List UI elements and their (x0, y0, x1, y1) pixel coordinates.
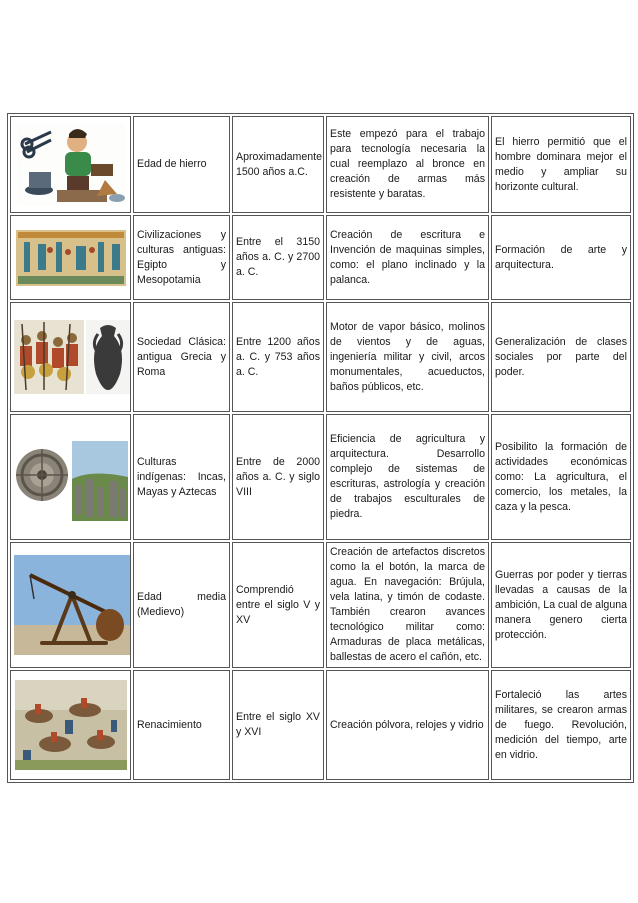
image-cell (10, 116, 131, 213)
table-row (10, 302, 631, 412)
technology-cell: Creación de artefactos discretos como la el botón, la marca de agua. En navegación: Brújula, vela latina, y timón de codaste. También crearon avances tecnológico militar como: Armaduras de placa metálicas, ballestas de acero el cañón, etc. (326, 542, 489, 668)
technology-cell: Este empezó para el trabajo para tecnología necesaria la cual reemplazo al bronce en creación de armas más resistente y baratas. (326, 116, 489, 213)
table-row (10, 414, 631, 540)
technology-cell: Creación pólvora, relojes y vidrio (326, 670, 489, 780)
table-row (10, 542, 631, 668)
period-cell: Edad de hierro (133, 116, 230, 213)
period-cell: Edad media (Medievo) (133, 542, 230, 668)
table-row (10, 116, 631, 213)
period-cell: Sociedad Clásica: antigua Grecia y Roma (133, 302, 230, 412)
period-cell: Civilizaciones y culturas antiguas: Egipto y Mesopotamia (133, 215, 230, 300)
impact-cell: Generalización de clases sociales por parte del poder. (491, 302, 631, 412)
table-row (10, 670, 631, 780)
date-cell: Aproximadamente 1500 años a.C. (232, 116, 324, 213)
date-cell: Entre de 2000 años a. C. y siglo VIII (232, 414, 324, 540)
impact-cell: Guerras por poder y tierras llevadas a causas de la ambición, La cual de alguna manera genero cierta protección. (491, 542, 631, 668)
technology-cell: Motor de vapor básico, molinos de vientos y de aguas, ingeniería militar y civil, arcos monumentales, acueductos, baños públicos, etc. (326, 302, 489, 412)
image-cell (10, 670, 131, 780)
impact-cell: Posibilito la formación de actividades económicas como: La agricultura, el comercio, los metales, la caza y la pesca. (491, 414, 631, 540)
period-cell: Culturas indígenas: Incas, Mayas y Aztecas (133, 414, 230, 540)
medieval-trebuchet (14, 555, 130, 655)
date-cell: Comprendió entre el siglo V y XV (232, 542, 324, 668)
period-cell: Renacimiento (133, 670, 230, 780)
history-table (7, 113, 634, 783)
technology-cell: Creación de escritura e Invención de maquinas simples, como: el plano inclinado y la palanca. (326, 215, 489, 300)
table-row (10, 215, 631, 300)
image-cell (10, 302, 131, 412)
egyptian-papyrus-illustration (16, 230, 126, 286)
image-cell (10, 542, 131, 668)
date-cell: Entre el 3150 años a. C. y 2700 a. C. (232, 215, 324, 300)
blacksmith-illustration (17, 124, 125, 206)
renaissance-battle-painting (15, 680, 127, 770)
impact-cell: El hierro permitió que el hombre dominara mejor el medio y ampliar su horizonte cultural. (491, 116, 631, 213)
aztec-calendar-and-ruins (14, 429, 130, 525)
technology-cell: Eficiencia de agricultura y arquitectura. Desarrollo complejo de sistemas de escrituras, astrología y creación de trabajos esculturales de piedra. (326, 414, 489, 540)
image-cell (10, 414, 131, 540)
impact-cell: Formación de arte y arquitectura. (491, 215, 631, 300)
greek-soldiers-and-amphora (14, 320, 130, 394)
image-cell (10, 215, 131, 300)
impact-cell: Fortaleció las artes militares, se crearon armas de fuego. Revolución, medición del tiempo, arte en vidrio. (491, 670, 631, 780)
date-cell: Entre el siglo XV y XVI (232, 670, 324, 780)
date-cell: Entre 1200 años a. C. y 753 años a. C. (232, 302, 324, 412)
